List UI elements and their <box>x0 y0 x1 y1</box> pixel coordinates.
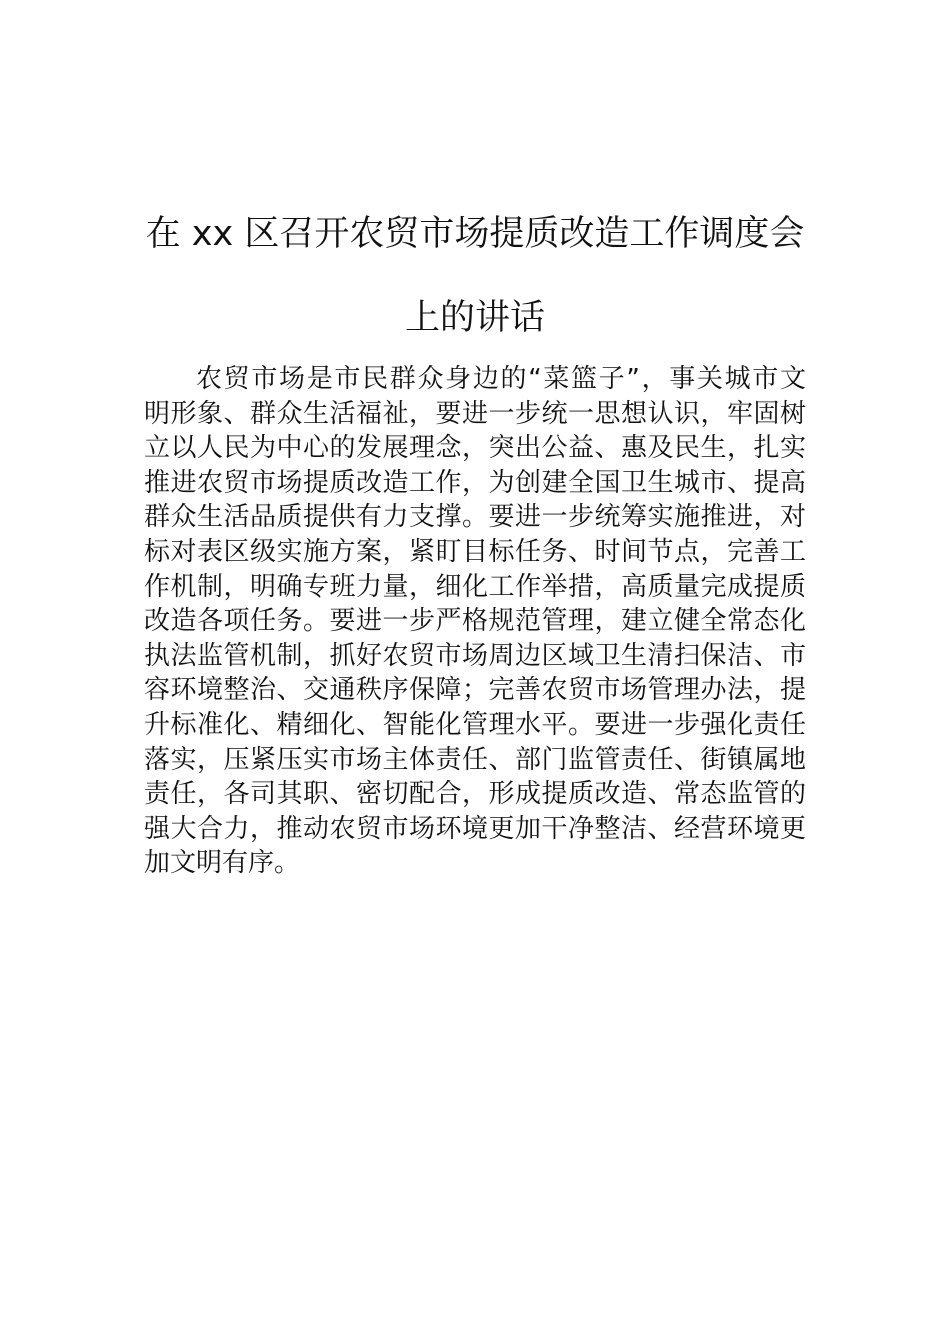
body-line: 推进农贸市场提质改造工作，为创建全国卫生城市、提高 <box>144 467 806 498</box>
body-line: 落实，压紧压实市场主体责任、部门监管责任、街镇属地 <box>144 744 806 775</box>
body-line: 标对表区级实施方案，紧盯目标任务、时间节点，完善工 <box>144 536 806 567</box>
document-body <box>144 362 806 881</box>
title-line: 在 xx 区召开农贸市场提质改造工作调度会 <box>145 214 805 254</box>
body-line: 改造各项任务。要进一步严格规范管理，建立健全常态化 <box>144 606 806 637</box>
body-line: 立以人民为中心的发展理念，突出公益、惠及民生，扎实 <box>144 433 806 464</box>
title-line: 上的讲话 <box>404 298 545 338</box>
document-title <box>140 192 810 360</box>
body-line: 容环境整治、交通秩序保障；完善农贸市场管理办法，提 <box>144 675 806 706</box>
body-line: 责任，各司其职、密切配合，形成提质改造、常态监管的 <box>144 779 806 810</box>
body-line: 强大合力，推动农贸市场环境更加干净整洁、经营环境更 <box>144 813 806 844</box>
body-line: 农贸市场是市民群众身边的“菜篮子”，事关城市文 <box>196 364 806 394</box>
body-line: 升标准化、精细化、智能化管理水平。要进一步强化责任 <box>144 709 806 740</box>
body-line: 作机制，明确专班力量，细化工作举措，高质量完成提质 <box>144 571 806 602</box>
body-line: 群众生活品质提供有力支撑。要进一步统筹实施推进，对 <box>144 502 806 533</box>
body-line: 执法监管机制，抓好农贸市场周边区域卫生清扫保洁、市 <box>144 640 806 671</box>
body-line: 加文明有序。 <box>144 848 301 879</box>
body-line: 明形象、群众生活福祉，要进一步统一思想认识，牢固树 <box>144 398 806 429</box>
